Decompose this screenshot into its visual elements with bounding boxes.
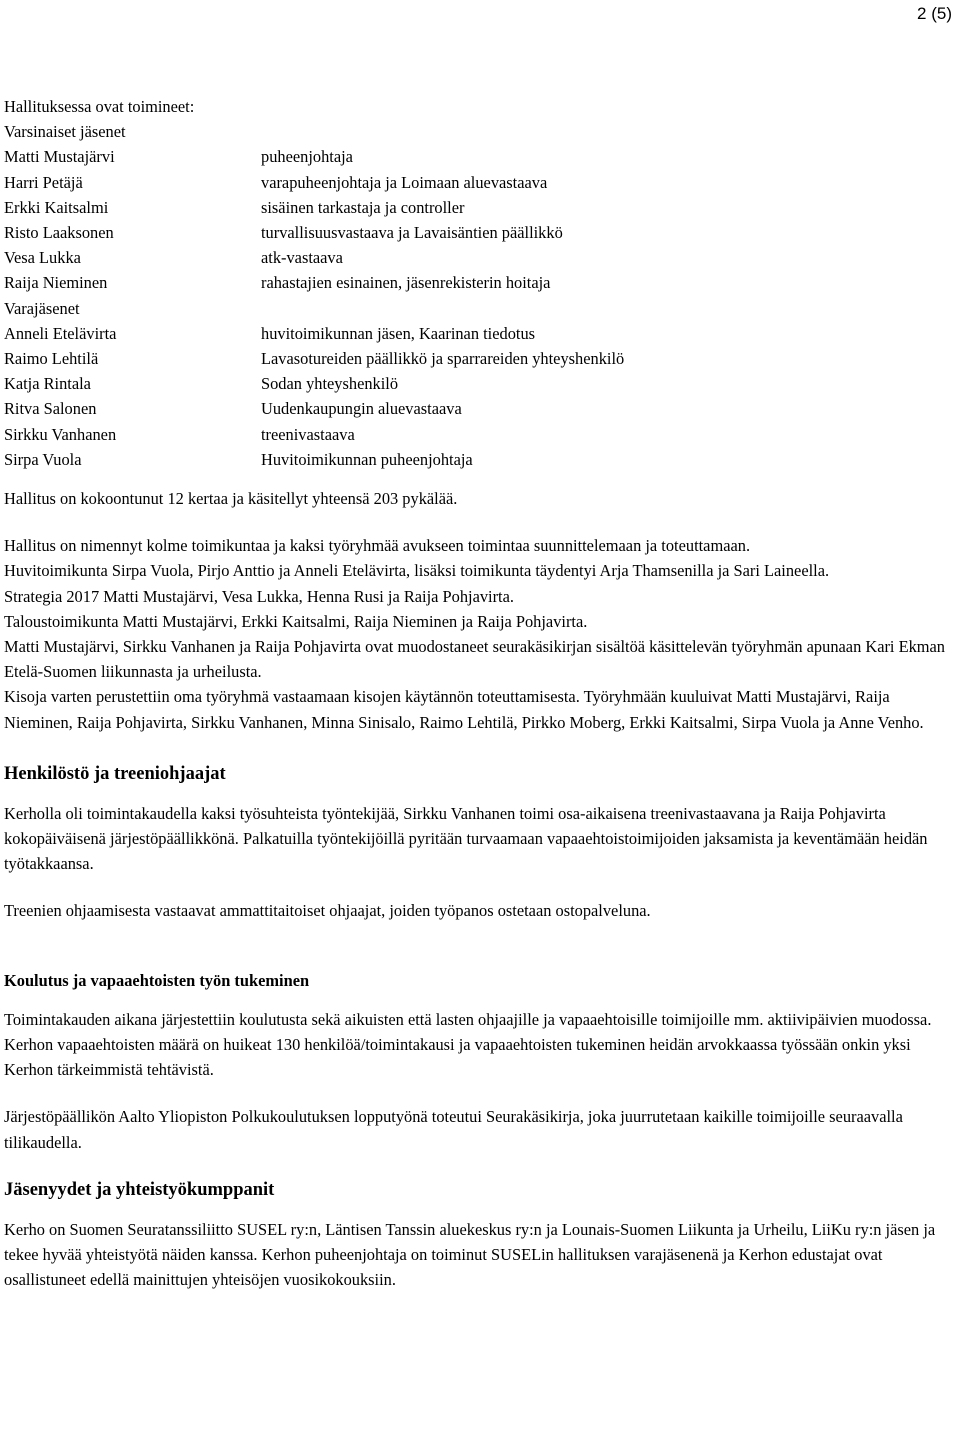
member-name: Raija Nieminen [4,273,108,293]
meetings-paragraph: Hallitus on kokoontunut 12 kertaa ja käsitellyt yhteensä 203 pykälää. [4,489,458,509]
section-paragraph: Kerho on Suomen Seuratanssiliitto SUSEL ry:n, Läntisen Tanssin aluekeskus ry:n ja Lounais-Suomen Liikunta ja Urheilu, LiiKu ry:n jäsen ja tekee hyvää yhteistyötä näiden kanssa. Kerhon puheenjohtaja on toiminut SUSELin hallituksen varajäsenenä ja Kerhon edustajat ovat osallistuneet edellä mainittujen yhteisöjen vuosikokouksiin. [4,1219,936,1290]
member-role: Lavasotureiden päällikkö ja sparrareiden yhteyshenkilö [261,349,625,369]
committee-paragraph: Matti Mustajärvi, Sirkku Vanhanen ja Raija Pohjavirta ovat muodostaneet seurakäsikirjan sisältöä käsittelevän työryhmän apunaan Kari Ekman Etelä-Suomen liikunnasta ja urheilusta. [4,637,946,682]
section-paragraph: Toimintakauden aikana järjestettiin koulutusta sekä aikuisten että lasten ohjaajille ja vapaaehtoisille toimijoille mm. aktiivipäivien muodossa. Kerhon vapaaehtoisten määrä on huikeat 130 henkilöä/toimintakausi ja vapaaehtoisten tukeminen heidän arvokkaassa työssään onkin yksi Kerhon tärkeimmistä tehtävistä. [4,1009,932,1080]
board-section [4,94,954,735]
member-row [4,321,954,346]
member-row [4,220,954,245]
member-row [4,270,954,295]
member-name: Harri Petäjä [4,172,83,192]
member-name: Katja Rintala [4,374,91,394]
section-paragraph: Järjestöpäällikön Aalto Yliopiston Polkukoulutuksen lopputyönä toteutui Seurakäsikirja, joka juurrutetaan kaikille toimijoille seuraavalla tilikaudella. [4,1107,903,1152]
member-role: Uudenkaupungin aluevastaava [261,399,462,419]
member-row [4,346,954,371]
board-heading: Hallituksessa ovat toimineet: [4,97,195,116]
member-role: puheenjohtaja [261,147,353,167]
member-name: Risto Laaksonen [4,223,114,243]
member-role: sisäinen tarkastaja ja controller [261,197,465,217]
member-row [4,170,954,195]
member-role: Sodan yhteyshenkilö [261,374,399,394]
member-name: Raimo Lehtilä [4,349,99,369]
training-section [4,968,954,1155]
committee-paragraph: Taloustoimikunta Matti Mustajärvi, Erkki Kaitsalmi, Raija Nieminen ja Raija Pohjavirta. [4,611,588,631]
section-paragraph: Treenien ohjaamisesta vastaavat ammattitaitoiset ohjaajat, joiden työpanos ostetaan ostopalveluna. [4,901,651,921]
committees-block [4,533,954,735]
section-heading: Henkilöstö ja treeniohjaajat [4,763,226,784]
member-role: huvitoimikunnan jäsen, Kaarinan tiedotus [261,323,536,343]
section-paragraph: Kerholla oli toimintakaudella kaksi työsuhteista työntekijää, Sirkku Vanhanen toimi osa-aikaisena treenivastaavana ja Raija Pohjavirta kokopäiväisenä järjestöpäällikkönä. Palkatuilla työntekijöillä pyritään turvaamaan vapaaehtoistoimijoiden jaksamista ja keventämään heidän työtakkaansa. [4,803,928,874]
member-role: rahastajien esinainen, jäsenrekisterin hoitaja [261,273,551,293]
member-role: Huvitoimikunnan puheenjohtaja [261,449,473,469]
member-name: Matti Mustajärvi [4,147,115,167]
committee-paragraph: Strategia 2017 Matti Mustajärvi, Vesa Lukka, Henna Rusi ja Raija Pohjavirta. [4,586,514,606]
memberships-section [4,1177,954,1293]
member-role: atk-vastaava [261,248,343,268]
member-row [4,371,954,396]
member-row [4,245,954,270]
member-row [4,447,954,472]
member-name: Ritva Salonen [4,399,97,419]
committee-paragraph: Huvitoimikunta Sirpa Vuola, Pirjo Anttio ja Anneli Etelävirta, lisäksi toimikunta täydentyi Arja Thamsenilla ja Sari Laineella. [4,561,830,581]
document-body [4,94,954,1292]
member-name: Vesa Lukka [4,248,81,268]
member-row [4,144,954,169]
member-row [4,396,954,421]
member-row [4,195,954,220]
member-name: Erkki Kaitsalmi [4,197,109,217]
section-heading: Jäsenyydet ja yhteistyökumppanit [4,1179,275,1200]
section-heading: Koulutus ja vapaaehtoisten työn tukeminen [4,970,310,990]
member-role: treenivastaava [261,424,355,444]
member-name: Sirpa Vuola [4,449,82,469]
regular-members-label: Varsinaiset jäsenet [4,122,126,142]
committee-paragraph: Hallitus on nimennyt kolme toimikuntaa ja kaksi työryhmää avukseen toimintaa suunnittelemaan ja toteuttamaan. [4,536,751,556]
committee-paragraph: Kisoja varten perustettiin oma työryhmä vastaamaan kisojen käytännön toteuttamisesta. Työryhmään kuuluivat Matti Mustajärvi, Raija Nieminen, Raija Pohjavirta, Sirkku Vanhanen, Minna Sinisalo, Raimo Lehtilä, Pirkko Moberg, Erkki Kaitsalmi, Sirpa Vuola ja Anne Venho. [4,687,924,732]
member-name: Sirkku Vanhanen [4,424,117,444]
member-role: varapuheenjohtaja ja Loimaan aluevastaava [261,172,548,192]
member-name: Anneli Etelävirta [4,323,117,343]
member-row [4,422,954,447]
page-number: 2 (5) [917,4,952,23]
member-role: turvallisuusvastaava ja Lavaisäntien päällikkö [261,223,563,243]
deputy-members-label: Varajäsenet [4,298,80,318]
staff-section [4,761,954,924]
